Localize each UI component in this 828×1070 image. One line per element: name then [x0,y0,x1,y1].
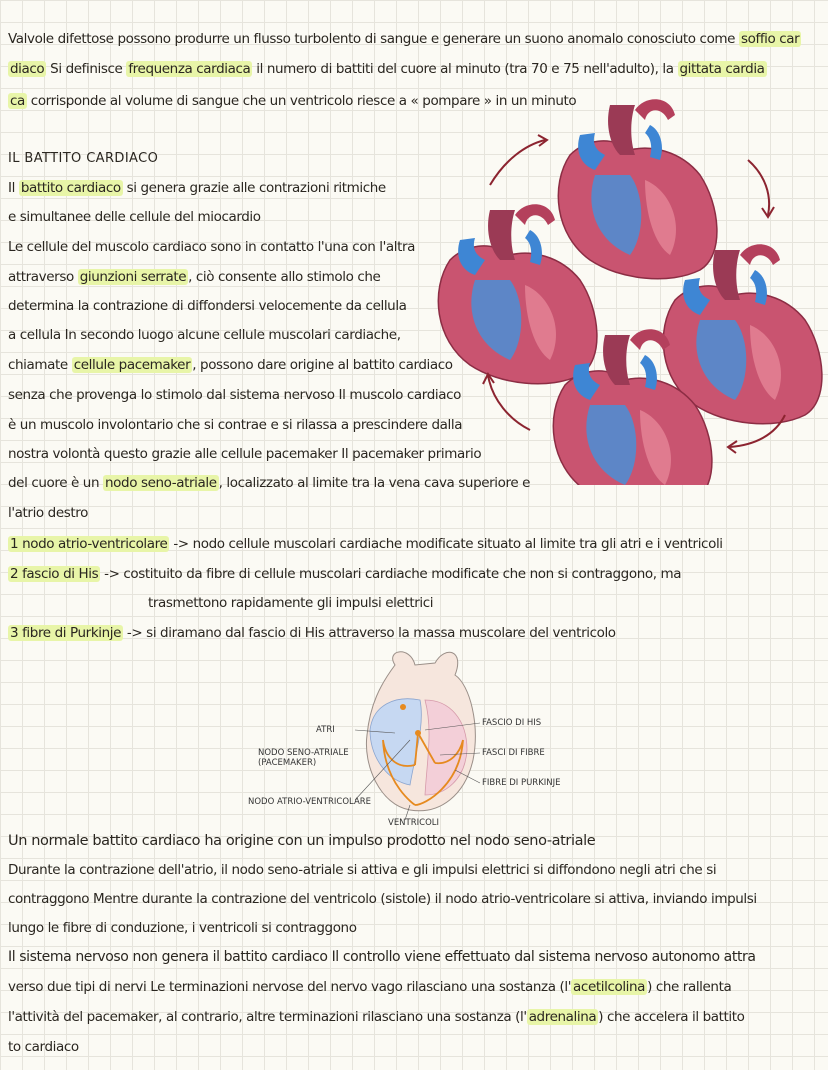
section-line-6: a cellula In secondo luogo alcune cellule muscolari cardiache, [8,327,401,343]
text: attraverso [8,269,78,285]
highlight-his: 2 fascio di His [10,566,99,582]
text: Si definisce [46,61,127,77]
highlight-adrenalina: adrenalina [528,1009,597,1025]
text: ) che rallenta [647,979,732,995]
closing-line-6 [8,978,731,996]
text: Il [8,180,19,196]
highlight-giunzioni: giunzioni serrate [79,269,187,285]
text: ) che accelera il battito [598,1009,745,1025]
text: , possono dare origine al battito cardiaco [192,357,453,373]
highlight-av: 1 nodo atrio-ventricolare [10,536,168,552]
closing-line-5: Il sistema nervoso non genera il battito cardiaco Il controllo viene effettuato dal sistema nervoso autonomo attra [8,949,756,965]
text: , localizzato al limite tra la vena cava superiore e [218,475,531,491]
heart-cycle-illustration [430,95,828,485]
closing-line-4: lungo le fibre di conduzione, i ventricoli si contraggono [8,920,357,936]
text: l'attività del pacemaker, al contrario, altre terminazioni rilasciano una sostanza (l' [8,1009,527,1025]
text: chiamate [8,357,72,373]
text: del cuore è un [8,475,104,491]
highlight-frequenza: frequenza cardiaca [128,61,251,77]
highlight-purkinje: 3 fibre di Purkinje [10,625,122,641]
closing-line-3: contraggono Mentre durante la contrazione del ventricolo (sistole) il nodo atrio-ventricolare si attiva, inviando impulsi [8,891,757,907]
label-atri: ATRI [316,725,335,735]
closing-line-1: Un normale battito cardiaco ha origine con un impulso prodotto nel nodo seno-atriale [8,833,596,849]
section-line-8: senza che provenga lo stimolo dal sistema nervoso Il muscolo cardiaco [8,387,461,403]
section-line-12: l'atrio destro [8,505,88,521]
text: Valvole difettose possono produrre un flusso turbolento di sangue e generare un suono anomalo conosciuto come [8,31,739,47]
label-av: NODO ATRIO-VENTRICOLARE [248,797,372,807]
highlight-acetilcolina: acetilcolina [573,979,646,995]
highlight-diaco: diaco [10,61,45,77]
highlight-gittata: gittata cardia [679,61,765,77]
section-line-5: determina la contrazione di diffondersi velocemente da cellula [8,298,407,314]
text: -> costituito da fibre di cellule muscolari cardiache modificate che non si contraggono, ma [100,566,682,582]
label-fasci: FASCI DI FIBRE [482,748,545,758]
section-heading: IL BATTITO CARDIACO [8,151,159,166]
intro-line-1 [8,30,801,48]
section-line-10: nostra volontà questo grazie alle cellule pacemaker Il pacemaker primario [8,446,482,462]
list-item-1 [8,535,723,553]
closing-line-2: Durante la contrazione dell'atrio, il nodo seno-atriale si attiva e gli impulsi elettrici si diffondono negli atri che si [8,862,717,878]
section-line-2: e simultanee delle cellule del miocardio [8,209,261,225]
heart-top [558,99,717,278]
text: verso due tipi di nervi Le terminazioni nervose del nervo vago rilasciano una sostanza (l' [8,979,572,995]
label-ventricoli: VENTRICOLI [388,818,440,828]
section-line-3: Le cellule del muscolo cardiaco sono in contatto l'una con l'altra [8,239,416,255]
highlight-ca: ca [10,93,25,109]
highlight-battito: battito cardiaco [20,180,121,196]
intro-line-2 [8,60,767,78]
text: -> nodo cellule muscolari cardiache modificate situato al limite tra gli atri e i ventricoli [169,536,723,552]
highlight-seno-atriale: nodo seno-atriale [105,475,217,491]
text: -> si diramano dal fascio di His attraverso la massa muscolare del ventricolo [123,625,616,641]
highlight-pacemaker: cellule pacemaker [73,357,191,373]
closing-line-8: to cardiaco [8,1039,79,1055]
highlight-soffio: soffio car [740,31,800,47]
label-his: FASCIO DI HIS [482,718,542,728]
list-item-2-cont: trasmettono rapidamente gli impulsi elettrici [148,595,434,611]
list-item-2 [8,565,681,583]
section-line-4 [8,268,380,286]
list-item-3 [8,624,616,642]
section-line-9: è un muscolo involontario che si contrae e si rilassa a prescindere dalla [8,417,463,433]
text: , ciò consente allo stimolo che [188,269,381,285]
section-line-7 [8,356,453,374]
text: il numero di battiti del cuore al minuto (tra 70 e 75 nell'adulto), la [252,61,678,77]
label-seno-2: (PACEMAKER) [258,758,317,768]
section-line-1 [8,179,386,197]
conduction-diagram [355,645,490,820]
text: si genera grazie alle contrazioni ritmiche [122,180,386,196]
label-seno-1: NODO SENO-ATRIALE [258,748,349,758]
label-purkinje: FIBRE DI PURKINJE [482,778,561,788]
text: corrisponde al volume di sangue che un ventricolo riesce a « pompare » in un minuto [26,93,577,109]
closing-line-7 [8,1008,745,1026]
